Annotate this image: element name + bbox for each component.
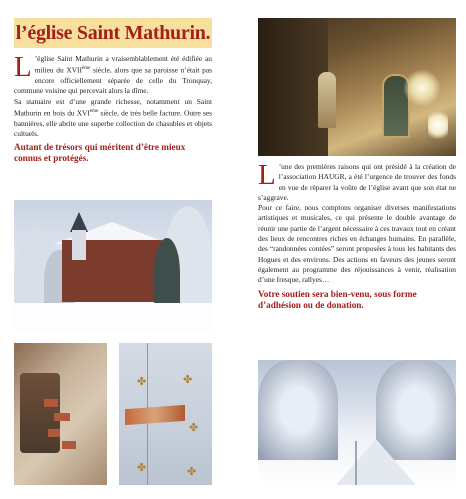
left-paragraph-2: Sa statuaire est d’une grande richesse, notamment un Saint Mathurin en bois du XVIème siècle, de très belle facture. Outre ses bannières, elle abrite une superbe collection de chasubles et objets cultuels. [14, 96, 213, 139]
right-text-block [258, 159, 456, 311]
right-paragraph-2: Pour ce faire, nous comptons organiser diverses manifestations artistiques et musicales, ce qui présente le double avantage de réunir une partie de l’argent nécessaire à ces travaux tout en créant des lieux de rencontres riches en échanges humains. En parallèle, des “randonnées contées” seront proposées à tous les habitants des Hogues et des environs. Des actions en faveurs des jeunes seront également au programme des réjouissances à venir, réalisation d’une fresque, rallyes… [258, 203, 456, 285]
title-banner [14, 18, 212, 48]
snowy-road-photo [258, 360, 456, 485]
right-highlight: Votre soutien sera bien-venu, sous forme d’adhésion ou de donation. [258, 288, 417, 310]
right-paragraph-1: L ’une des premières raisons qui ont présidé à la création de l’association HAUGR, a été l’urgence de trouver des fonds en vue de réparer la voûte de l’église avant que son état ne s’aggrave. [258, 159, 456, 202]
painted-wall-photo: ✤ ✤ ✤ ✤ ✤ [119, 343, 212, 485]
left-highlight: Autant de trésors qui méritent d’être mieux connus et protégés. [14, 142, 186, 164]
church-snow-photo [14, 200, 212, 333]
left-text-block [14, 51, 213, 164]
left-paragraph-1: L ’église Saint Mathurin a vraisemblablement été édifiée au milieu du XVIIème siècle, alors que sa paroisse n’était pas encore officiellement séparée de celle du Tronquay, commune voisine qui percevait alors la dîme. [14, 51, 212, 96]
left-dropcap: L [14, 51, 32, 83]
page-title: l’église Saint Mathurin. [15, 21, 211, 44]
church-interior-photo [258, 18, 456, 156]
damaged-wall-photo [14, 343, 107, 485]
right-dropcap: L [258, 159, 276, 191]
